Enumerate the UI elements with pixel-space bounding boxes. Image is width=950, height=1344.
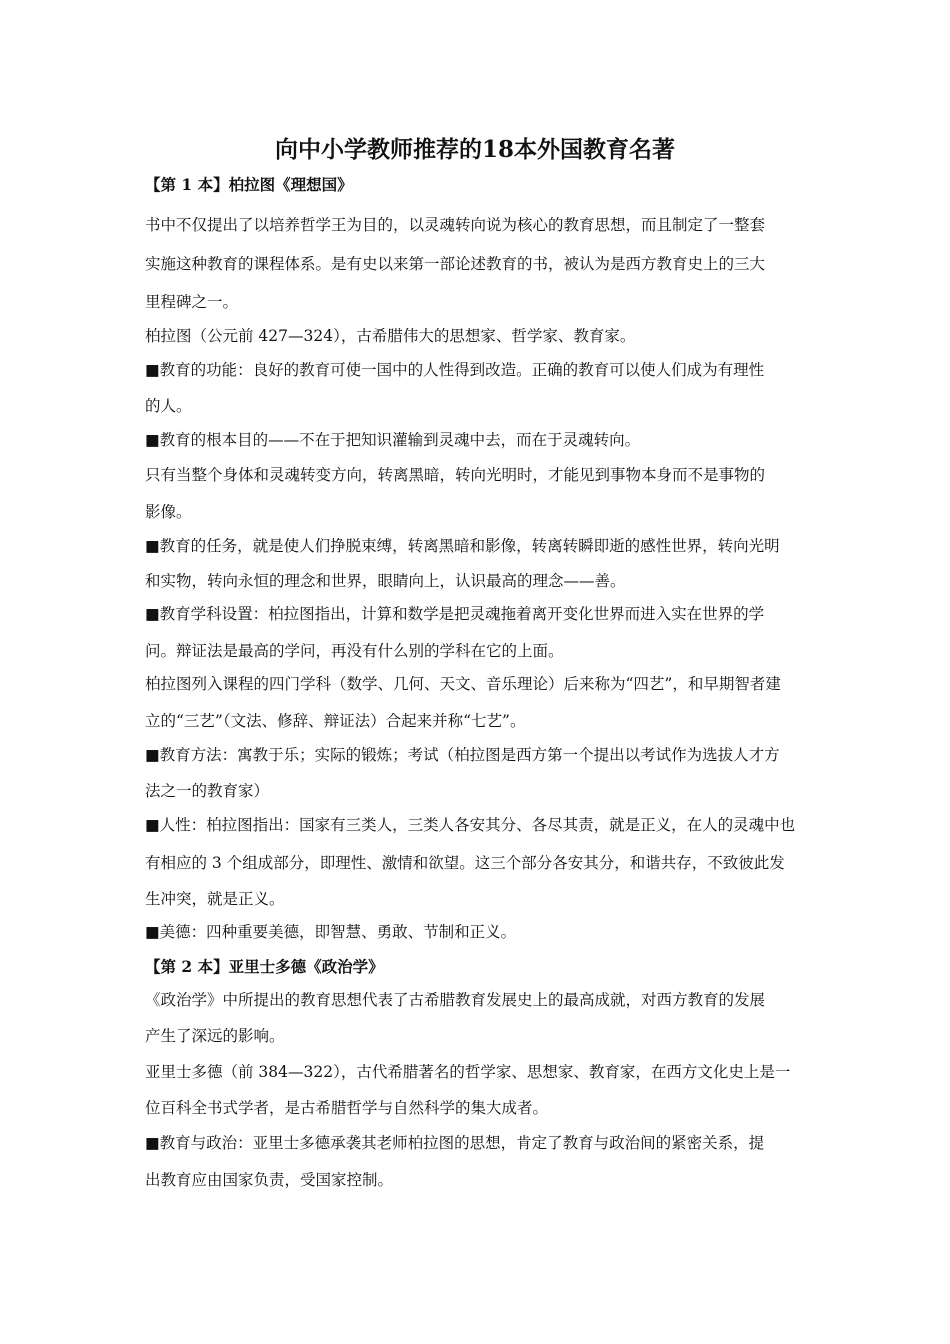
text-line: 实施这种教育的课程体系。是有史以来第一部论述教育的书，被认为是西方教育史上的三大 (145, 255, 766, 273)
section-heading: 【第 2 本】亚里士多德《政治学》 (145, 957, 384, 976)
text-line: 柏拉图列入课程的四门学科（数学、几何、天文、音乐理论）后来称为“四艺”，和早期智者建 (145, 675, 781, 693)
text-line: 位百科全书式学者，是古希腊哲学与自然科学的集大成者。 (145, 1099, 549, 1117)
text-line: 只有当整个身体和灵魂转变方向，转离黑暗，转向光明时，才能见到事物本身而不是事物的 (145, 466, 766, 484)
document-title: 向中小学教师推荐的18本外国教育名著 (274, 136, 675, 163)
text-line: ■人性：柏拉图指出：国家有三类人，三类人各安其分、各尽其责，就是正义，在人的灵魂中也 (145, 816, 796, 834)
text-line: ■教育的根本目的——不在于把知识灌输到灵魂中去，而在于灵魂转向。 (145, 431, 641, 449)
section-heading: 【第 1 本】柏拉图《理想国》 (145, 175, 353, 194)
text-line: 有相应的 3 个组成部分，即理性、激情和欲望。这三个部分各安其分，和谐共存，不致彼此发 (145, 854, 785, 872)
text-line: 问。辩证法是最高的学问，再没有什么别的学科在它的上面。 (145, 642, 564, 660)
text-line: 柏拉图（公元前 427—324），古希腊伟大的思想家、哲学家、教育家。 (145, 327, 636, 345)
text-line: 影像。 (145, 503, 192, 521)
text-line: 和实物，转向永恒的理念和世界，眼睛向上，认识最高的理念——善。 (145, 572, 626, 590)
text-line: 生冲突，就是正义。 (145, 890, 285, 908)
text-line: ■美德：四种重要美德，即智慧、勇敢、节制和正义。 (145, 923, 517, 941)
text-line: ■教育学科设置：柏拉图指出，计算和数学是把灵魂拖着离开变化世界而进入实在世界的学 (145, 605, 765, 623)
text-line: ■教育的功能：良好的教育可使一国中的人性得到改造。正确的教育可以使人们成为有理性 (145, 361, 765, 379)
text-line: 里程碑之一。 (145, 293, 239, 311)
text-line: 书中不仅提出了以培养哲学王为目的，以灵魂转向说为核心的教育思想，而且制定了一整套 (145, 216, 766, 234)
text-line: ■教育与政治：亚里士多德承袭其老师柏拉图的思想，肯定了教育与政治间的紧密关系，提 (145, 1134, 765, 1152)
text-line: ■教育的任务，就是使人们挣脱束缚，转离黑暗和影像，转离转瞬即逝的感性世界，转向光明 (145, 537, 780, 555)
text-line: 亚里士多德（前 384—322），古代希腊著名的哲学家、思想家、教育家，在西方文化史上是一 (145, 1063, 791, 1081)
text-line: 《政治学》中所提出的教育思想代表了古希腊教育发展史上的最高成就，对西方教育的发展 (145, 991, 766, 1009)
text-line: 产生了深远的影响。 (145, 1027, 285, 1045)
text-line: 法之一的教育家） (145, 782, 270, 800)
text-line: 立的“三艺”（文法、修辞、辩证法）合起来并称“七艺”。 (145, 712, 526, 730)
text-line: ■教育方法：寓教于乐；实际的锻炼；考试（柏拉图是西方第一个提出以考试作为选拔人才方 (145, 746, 780, 764)
text-line: 出教育应由国家负责，受国家控制。 (145, 1171, 394, 1189)
text-line: 的人。 (145, 397, 192, 415)
